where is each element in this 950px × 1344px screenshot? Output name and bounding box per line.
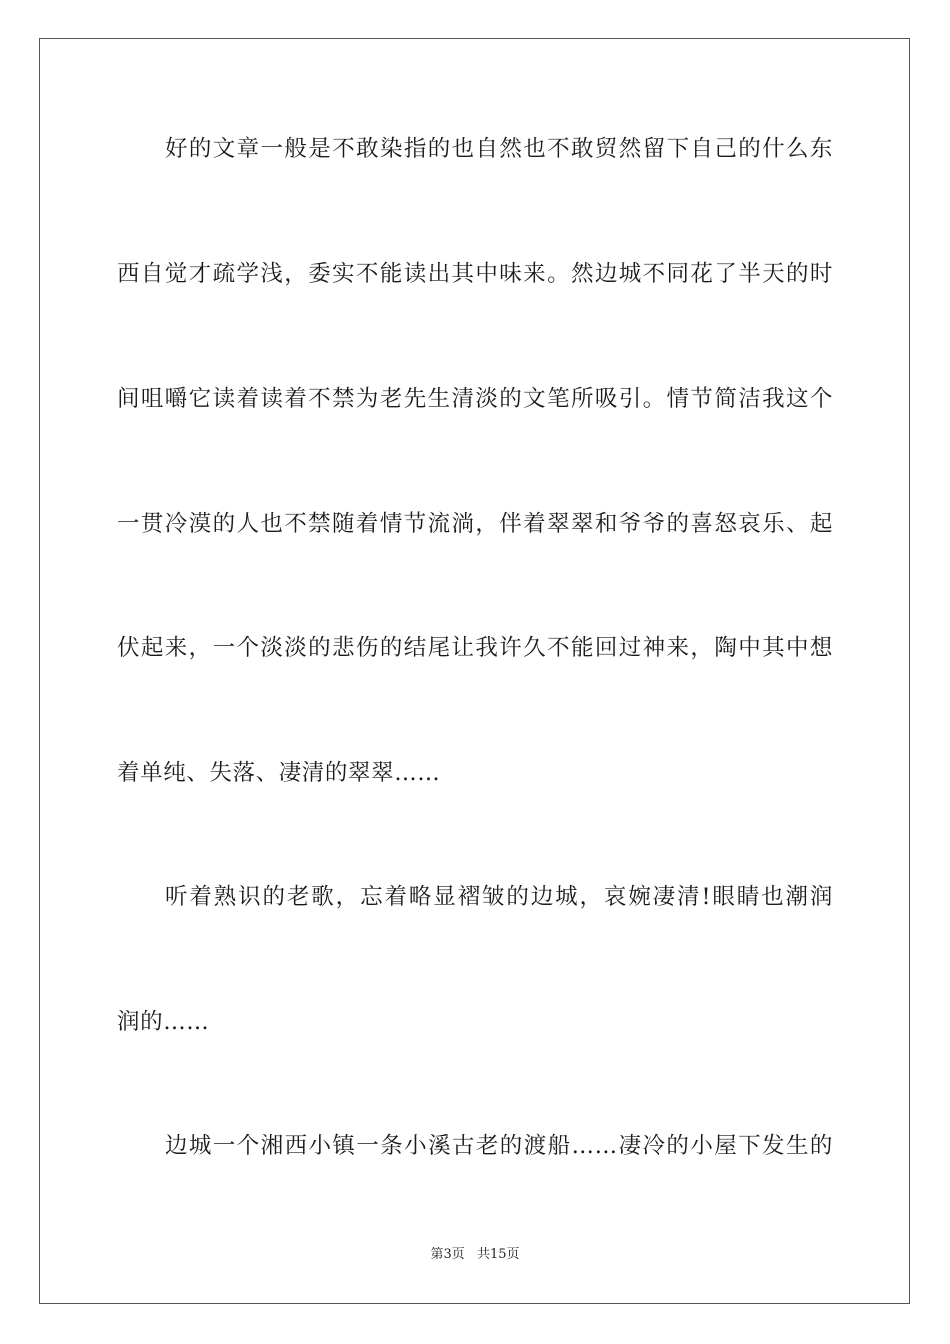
- text-line-4: 一贯冷漠的人也不禁随着情节流淌，伴着翠翠和爷爷的喜怒哀乐、起: [117, 511, 833, 537]
- page-footer: [0, 1246, 950, 1264]
- text-line-8: 润的……: [117, 1009, 210, 1035]
- text-line-6: 着单纯、失落、凄清的翠翠……: [117, 760, 441, 786]
- total-pages: 共15页: [476, 1247, 520, 1262]
- text-line-3: 间咀嚼它读着读着不禁为老先生清淡的文笔所吸引。情节简洁我这个: [117, 386, 833, 412]
- text-line-7: 听着熟识的老歌，忘着略显褶皱的边城，哀婉凄清!眼睛也潮润: [165, 884, 833, 910]
- text-line-2: 西自觉才疏学浅，委实不能读出其中味来。然边城不同花了半天的时: [117, 261, 833, 287]
- text-line-5: 伏起来，一个淡淡的悲伤的结尾让我许久不能回过神来，陶中其中想: [117, 635, 833, 661]
- text-line-1: 好的文章一般是不敢染指的也自然也不敢贸然留下自己的什么东: [165, 136, 833, 162]
- page-border: [39, 38, 910, 1304]
- text-line-9: 边城一个湘西小镇一条小溪古老的渡船……凄冷的小屋下发生的: [165, 1133, 833, 1159]
- page-number: 第3页: [430, 1247, 465, 1262]
